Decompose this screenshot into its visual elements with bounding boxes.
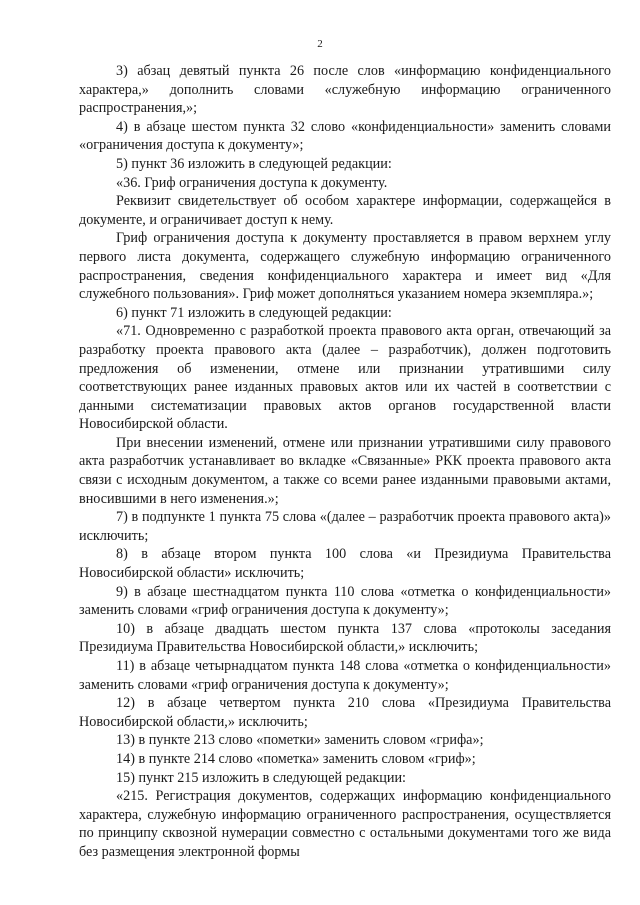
paragraph: 11) в абзаце четырнадцатом пункта 148 слова «отметка о конфиденциальности» заменить словами «гриф ограничения доступа к документу»; — [79, 658, 611, 693]
paragraph: 7) в подпункте 1 пункта 75 слова «(далее – разработчик проекта правового акта)» исключить; — [79, 509, 611, 544]
paragraph: 4) в абзаце шестом пункта 32 слово «конфиденциальности» заменить словами «ограничения доступа к документу»; — [79, 118, 611, 154]
paragraph: 3) абзац девятый пункта 26 после слов «информацию конфиденциального характера,» дополнить словами «служебную информацию ограниченного распространения,»; — [79, 63, 611, 117]
paragraph: Реквизит свидетельствует об особом характере информации, содержащейся в документе, и ограничивает доступ к нему. — [79, 193, 611, 228]
paragraph: «36. Гриф ограничения доступа к документу. — [116, 174, 388, 191]
paragraph: 6) пункт 71 изложить в следующей редакции: — [116, 304, 392, 321]
paragraph: «71. Одновременно с разработкой проекта правового акта орган, отвечающий за разработку проекта правового акта (далее – разработчик), должен подготовить предложения об изменении, отмене или признании утратившими силу соответствующих ранее изданных правовых актов или их частей в соответствии с данными систематизации правовых актов органов государственной власти Новосибирской области. — [79, 323, 611, 433]
paragraph: 8) в абзаце втором пункта 100 слова «и Президиума Правительства Новосибирской области» исключить; — [79, 546, 611, 582]
paragraph: 10) в абзаце двадцать шестом пункта 137 слова «протоколы заседания Президиума Правительства Новосибирской области,» исключить; — [79, 620, 611, 656]
document-body — [79, 62, 611, 862]
paragraph: 5) пункт 36 изложить в следующей редакции: — [116, 155, 392, 172]
page-number: 2 — [317, 38, 323, 50]
paragraph: 15) пункт 215 изложить в следующей редакции: — [116, 769, 406, 786]
paragraph: Гриф ограничения доступа к документу проставляется в правом верхнем углу первого листа документа, содержащего служебную информацию ограниченного распространения, сведения конфиденциального характера и имеет вид «Для служебного пользования». Гриф может дополняться указанием номера экземпляра.»; — [79, 230, 611, 303]
paragraph: 13) в пункте 213 слово «пометки» заменить словом «грифа»; — [116, 732, 484, 749]
paragraph: 12) в абзаце четвертом пункта 210 слова «Президиума Правительства Новосибирской области,» исключить; — [79, 695, 611, 730]
paragraph: 14) в пункте 214 слово «пометка» заменить словом «гриф»; — [116, 750, 476, 767]
paragraph: «215. Регистрация документов, содержащих информацию конфиденциального характера, служебную информацию ограниченного распространения, осуществляется по принципу сквозной нумерации совместно с остальными документами того же вида без размещения электронной формы — [79, 788, 611, 860]
paragraph: При внесении изменений, отмене или признании утратившими силу правового акта разработчик устанавливает во вкладке «Связанные» РКК проекта правового акта связи с исходным документом, а также со всеми ранее изданными правовыми актами, вносившими в него изменения.»; — [79, 434, 611, 507]
paragraph: 9) в абзаце шестнадцатом пункта 110 слова «отметка о конфиденциальности» заменить словами «гриф ограничения доступа к документу»; — [79, 583, 611, 619]
